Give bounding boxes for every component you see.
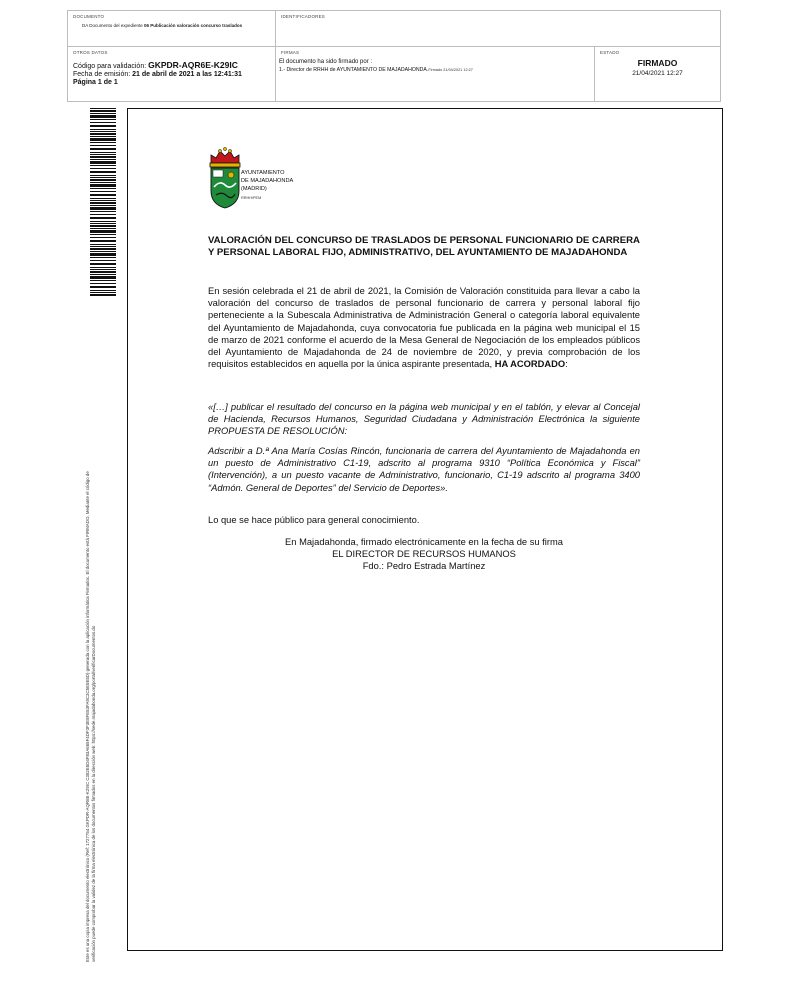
documento-value (82, 23, 272, 29)
barcode-bar (90, 253, 116, 256)
barcode-bar (90, 168, 116, 169)
paragraph-sesion (208, 285, 640, 370)
barcode-bar (90, 244, 116, 245)
barcode-image (90, 108, 116, 298)
paragraph-publicar: «[…] publicar el resultado del concurso en la página web municipal y en el tablón, y elevar al Concejal de Hacienda, Recursos Humanos, Seguridad Ciudadana y Administración Electrónica la siguiente PROPUESTA DE RESOLUCIÓN: (208, 402, 640, 437)
barcode-bar (90, 207, 116, 210)
barcode-bar (90, 115, 116, 118)
paragraph-publico: Lo que se hace público para general conocimiento. (208, 515, 420, 525)
barcode-bar (90, 142, 116, 143)
barcode-bar (90, 161, 116, 164)
firmas-line1: El documento ha sido firmado por : (279, 59, 373, 65)
pagina-value: Página 1 de 1 (73, 79, 118, 86)
barcode-bar (90, 221, 116, 222)
paragraph-sesion-text: En sesión celebrada el 21 de abril de 2021, la Comisión de Valoración constituida para llevar a cabo la valoración del concurso de traslados de personal funcionario de carrera y personal laboral fijo perteneciente a la Subescala Administrativa de Administración General o categoría laboral equivalente del Ayuntamiento de Majadahonda, cuya convocatoria fue publicada en la página web municipal el 15 de marzo de 2021 conforme el acuerdo de la Mesa General de Negociación de los empleados públicos del Ayuntamiento de Majadahonda de 24 de noviembre de 2020, y previa comprobación de los requisitos establecidos en aquella por la única aspirante presentada, (208, 286, 640, 370)
barcode-bar (90, 198, 116, 199)
signature-line3: Fdo.: Pedro Estrada Martínez (362, 560, 486, 571)
identificadores-label: IDENTIFICADORES (281, 14, 326, 19)
barcode-bar (90, 286, 116, 288)
majadahonda-coat-of-arms-icon (208, 147, 242, 209)
barcode-bar (90, 202, 116, 204)
barcode-bar (90, 280, 116, 281)
barcode-bar (90, 234, 116, 235)
barcode-bar (90, 179, 116, 181)
barcode-bar (90, 145, 116, 146)
signature-block (208, 537, 640, 572)
codigo-validacion (73, 60, 238, 70)
barcode-bar (90, 294, 116, 296)
firmas-label: FIRMAS (281, 50, 300, 55)
codigo-label: Código para validación: (73, 63, 149, 70)
barcode-bar (90, 154, 116, 155)
barcode-bar (90, 152, 116, 153)
barcode-bar (90, 122, 116, 123)
fecha-label: Fecha de emisión: (73, 71, 133, 78)
barcode-bar (90, 225, 116, 227)
barcode-bar (90, 194, 116, 196)
ha-acordado: HA ACORDADO (494, 359, 566, 370)
estado-label: ESTADO (600, 50, 620, 55)
codigo-value: GKPDR-AQR6E-K29IC (148, 60, 238, 70)
barcode-bar (90, 290, 116, 291)
barcode-bar (90, 148, 116, 150)
identificadores-cell (276, 11, 720, 47)
barcode-bar (90, 292, 116, 293)
barcode-bar (90, 165, 116, 166)
estado-value: FIRMADO (637, 58, 678, 68)
barcode-bar (90, 237, 116, 238)
firmas-line2 (279, 67, 473, 73)
barcode-bar (90, 263, 116, 265)
barcode-bar (90, 211, 116, 212)
barcode-bar (90, 276, 116, 279)
firmante: 1.- Director de RRHH de AYUNTAMIENTO DE MAJADAHONDA. (279, 67, 429, 73)
logo-line1: AYUNTAMIENTO (241, 170, 285, 176)
barcode-bar (90, 113, 116, 114)
estado-cell (595, 47, 720, 102)
otros-datos-cell (68, 47, 276, 102)
barcode-bar (90, 125, 116, 127)
logo-line3: (MADRID) (241, 186, 267, 193)
barcode-bar (90, 251, 116, 252)
barcode-bar (90, 246, 116, 247)
barcode-bar (90, 138, 116, 141)
documento-label: DOCUMENTO (73, 14, 105, 19)
side-text-line1: Este es una copia impresa del documento electrónico (Ref: 1727754 GKPDR-AQR6E-K29IC C352E5D4F83A665F4DF3F3E5FE53FA9C3C5E5E5D) generada con la aplicación informática Firmadoc. El documento está FIRMADO. Mediante el código de (85, 471, 90, 962)
fecha-emision (73, 71, 242, 78)
documento-prefix: DA Documento del expediente (82, 23, 145, 28)
barcode-bar (90, 271, 116, 273)
documento-name: 06 Publicación valoración concurso traslados (144, 23, 243, 28)
barcode-bar (90, 129, 116, 130)
estado-date: 21/04/2021 12:27 (632, 70, 683, 77)
barcode-bar (90, 177, 116, 178)
logo-line4: RRHH/PEM (241, 195, 262, 200)
firma-fecha: Firmado 21/04/2021 12:27 (428, 68, 473, 72)
barcode-bar (90, 184, 116, 187)
firmas-cell (276, 47, 595, 102)
barcode-bar (90, 205, 116, 206)
barcode-bar (90, 110, 116, 112)
barcode-bar (90, 230, 116, 233)
document-title: VALORACIÓN DEL CONCURSO DE TRASLADOS DE PERSONAL FUNCIONARIO DE CARRERA Y PERSONAL LABORAL FIJO, ADMINISTRATIVO, DEL AYUNTAMIENTO DE MAJADAHONDA (208, 235, 640, 259)
barcode-bar (90, 136, 116, 137)
document-header-table (67, 10, 721, 102)
signature-line2: EL DIRECTOR DE RECURSOS HUMANOS (332, 548, 516, 559)
barcode-bar (90, 257, 116, 258)
barcode-bar (90, 214, 116, 215)
barcode-bar (90, 200, 116, 201)
otros-datos-label: OTROS DATOS (73, 50, 108, 55)
barcode-bar (90, 188, 116, 189)
signature-line1: En Majadahonda, firmado electrónicamente en la fecha de su firma (285, 537, 563, 547)
logo-line2: DE MAJADAHONDA (241, 178, 294, 185)
logo-text (241, 169, 293, 202)
side-text-line2: verificación puede comprobar la validez de la firma electrónica de los documentos firmados en la dirección web: https://sede.majadahonda.org/portal/verificarDocumentos.do (90, 625, 96, 962)
barcode-bar (90, 175, 116, 176)
barcode-bar (90, 274, 116, 275)
barcode-bar (90, 269, 116, 270)
barcode-bar (90, 267, 116, 268)
barcode-bar (90, 191, 116, 192)
barcode-bar (90, 228, 116, 229)
pagina-indicator (73, 79, 118, 86)
barcode-bar (90, 156, 116, 158)
barcode-bar (90, 240, 116, 242)
side-verification-text (85, 297, 96, 962)
barcode-bar (90, 131, 116, 132)
barcode-bar (90, 171, 116, 173)
barcode-bar (90, 283, 116, 284)
barcode-bar (90, 223, 116, 224)
barcode-bar (90, 260, 116, 261)
barcode-bar (90, 182, 116, 183)
barcode-bar (90, 248, 116, 250)
documento-cell (68, 11, 276, 47)
barcode-bar (90, 133, 116, 135)
paragraph-adscribir: Adscribir a D.ª Ana María Cosías Rincón, funcionaria de carrera del Ayuntamiento de Majadahonda en un puesto de Administrativo C1-19, adscrito al programa 9310 “Política Económica y Fiscal” (Intervención), a un puesto vacante de Administrativo, funcionario, C1-19 adscrito al programa 3400 “Admón. General de Deportes” del Servicio de Deportes». (208, 446, 640, 493)
barcode-bar (90, 159, 116, 160)
barcode-bar (90, 108, 116, 109)
barcode-bar (90, 217, 116, 219)
fecha-value: 21 de abril de 2021 a las 12:41:31 (132, 71, 242, 78)
paragraph-sesion-end: : (565, 359, 568, 370)
barcode-bar (90, 119, 116, 120)
